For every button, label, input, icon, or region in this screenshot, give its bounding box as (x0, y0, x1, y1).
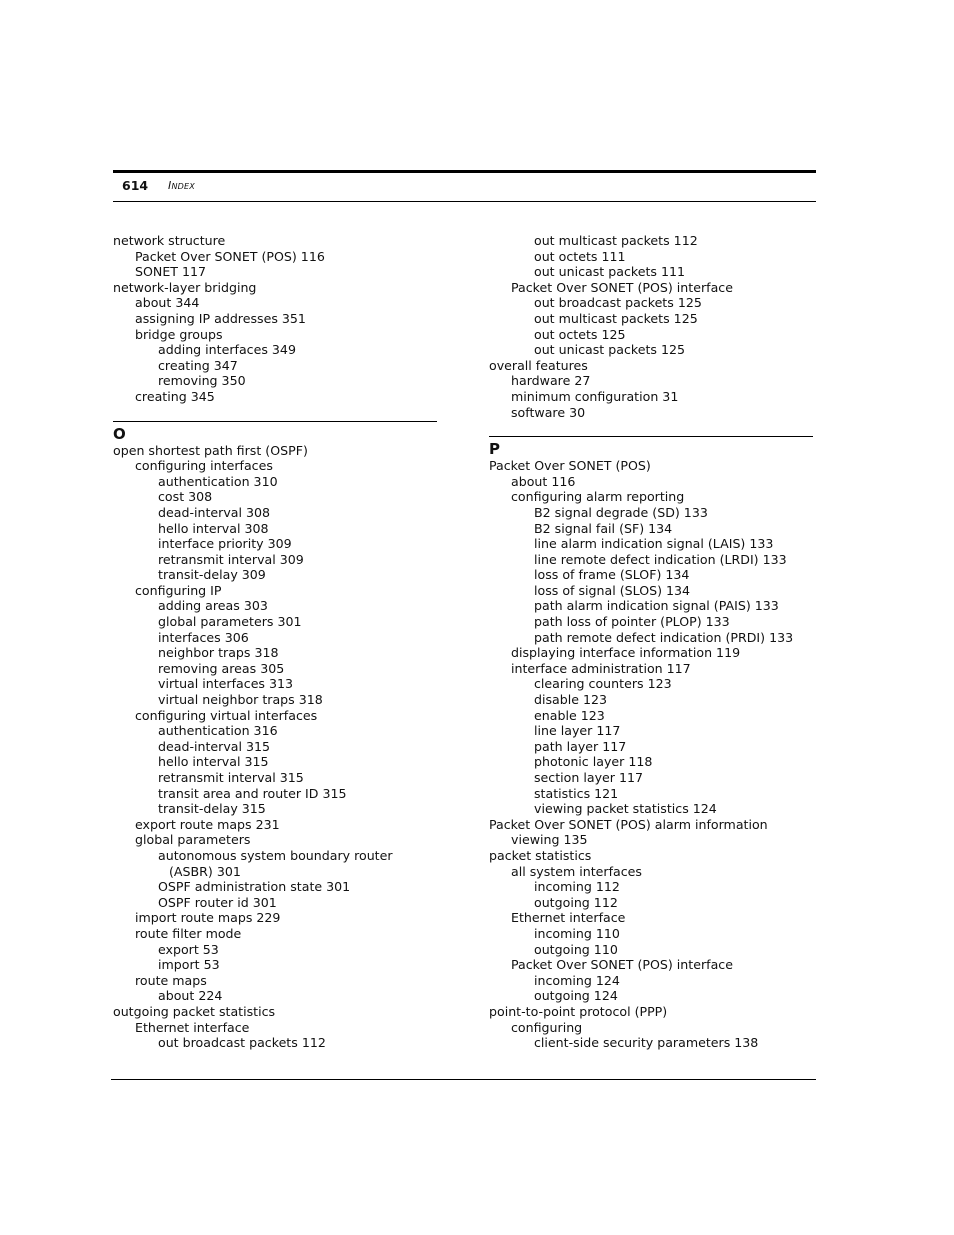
index-entry-level-2: adding areas 303 (158, 598, 268, 614)
index-column-left (113, 233, 443, 1051)
section-divider (489, 436, 813, 437)
index-entry-level-2: export 53 (158, 941, 219, 957)
index-entry-level-2: enable 123 (534, 707, 605, 723)
index-entry-level-1: creating 345 (135, 388, 215, 404)
index-entry-level-2: out octets 125 (534, 326, 626, 342)
index-entry-level-2: dead-interval 315 (158, 738, 271, 754)
index-entry-level-2: neighbor traps 318 (158, 645, 279, 661)
index-entry-level-2: creating 347 (158, 357, 238, 373)
section-divider (113, 421, 437, 422)
index-entry-level-2: section layer 117 (534, 770, 643, 785)
index-entry-level-2: transit-delay 309 (158, 567, 266, 583)
section-letter: O (113, 424, 126, 443)
index-entry-level-2: hello interval 308 (158, 520, 269, 536)
page-number: 614 (122, 178, 149, 193)
index-entry-level-0: network structure (113, 233, 226, 248)
index-entry-level-1: software 30 (511, 404, 586, 420)
index-entry-level-1: export route maps 231 (135, 816, 280, 832)
index-entry-level-1: SONET 117 (135, 264, 207, 280)
index-entry-level-1: route maps (135, 972, 207, 988)
index-column-right (489, 233, 819, 1051)
index-entry-level-2: out multicast packets 125 (534, 310, 698, 326)
index-entry-level-2: line alarm indication signal (LAIS) 133 (534, 536, 774, 552)
index-entry-level-2: outgoing 112 (534, 894, 618, 910)
index-entry-level-2: authentication 316 (158, 723, 278, 739)
index-entry-level-2: retransmit interval 309 (158, 551, 304, 567)
index-entry-level-2: incoming 124 (534, 972, 620, 988)
index-entry-level-2: B2 signal degrade (SD) 133 (534, 504, 708, 520)
index-entry-level-2: interface priority 309 (158, 536, 292, 552)
header-rule (113, 201, 816, 202)
index-entry-level-1: global parameters (135, 832, 251, 848)
index-entry-level-2: removing areas 305 (158, 660, 285, 676)
index-entry-level-1: Packet Over SONET (POS) interface (511, 279, 733, 295)
index-entry-level-1: all system interfaces (511, 863, 642, 879)
index-entry-level-2: transit-delay 315 (158, 801, 266, 817)
index-entry-level-2: authentication 310 (158, 473, 278, 489)
index-entry-level-0: packet statistics (489, 847, 592, 863)
index-entry-level-1: import route maps 229 (135, 910, 281, 926)
section-gap (113, 405, 443, 421)
index-entry-level-1: Packet Over SONET (POS) interface (511, 957, 733, 973)
index-entry-level-2: outgoing 110 (534, 941, 618, 957)
index-entry-level-2: incoming 110 (534, 925, 620, 941)
index-entry-level-1: assigning IP addresses 351 (135, 310, 306, 326)
index-entry-level-2: line layer 117 (534, 723, 621, 739)
index-entry-level-2: statistics 121 (534, 785, 619, 801)
index-entry-level-2: path layer 117 (534, 738, 627, 754)
index-entry-level-2: out broadcast packets 112 (158, 1035, 326, 1051)
index-entry-level-1: hardware 27 (511, 373, 591, 389)
index-entry-level-2: global parameters 301 (158, 614, 302, 630)
index-entry-level-1: configuring IP (135, 582, 222, 598)
index-entry-level-2: adding interfaces 349 (158, 342, 296, 358)
index-entry-level-1: interface administration 117 (511, 660, 691, 676)
index-entry-level-2: retransmit interval 315 (158, 770, 304, 785)
index-entry-level-2: path loss of pointer (PLOP) 133 (534, 614, 730, 630)
index-entry-level-2: cost 308 (158, 489, 213, 505)
index-entry-level-1: configuring interfaces (135, 458, 273, 474)
index-entry-level-0: Packet Over SONET (POS) (489, 458, 651, 474)
index-entry-level-1: configuring (511, 1019, 583, 1035)
index-entry-level-0: network-layer bridging (113, 279, 257, 295)
index-entry-level-2: autonomous system boundary router (158, 847, 393, 863)
index-entry-level-2: photonic layer 118 (534, 754, 653, 770)
index-entry-level-2: client-side security parameters 138 (534, 1035, 759, 1051)
index-entry-level-2: out unicast packets 111 (534, 264, 686, 280)
index-entry-level-0: point-to-point protocol (PPP) (489, 1003, 668, 1019)
index-entry-level-2: incoming 112 (534, 879, 620, 895)
index-entry-level-0: open shortest path first (OSPF) (113, 442, 308, 458)
index-entry-level-2: import 53 (158, 957, 220, 973)
index-entry-level-2: loss of signal (SLOS) 134 (534, 582, 691, 598)
index-entry-level-0: Packet Over SONET (POS) alarm information (489, 816, 768, 832)
index-entry-level-2: loss of frame (SLOF) 134 (534, 567, 690, 583)
index-entry-level-2: path alarm indication signal (PAIS) 133 (534, 598, 779, 614)
index-entry-level-1: viewing 135 (511, 832, 588, 848)
section-gap (489, 420, 819, 436)
index-entry-level-1: Packet Over SONET (POS) 116 (135, 248, 325, 264)
index-entry-level-2: B2 signal fail (SF) 134 (534, 520, 673, 536)
index-entry-level-2: dead-interval 308 (158, 504, 271, 520)
index-entry-level-2: OSPF administration state 301 (158, 879, 351, 895)
index-entry-level-2: virtual interfaces 313 (158, 676, 294, 692)
index-entry-level-2: hello interval 315 (158, 754, 269, 770)
index-entry-level-2: out multicast packets 112 (534, 233, 698, 248)
index-entry-level-2: out broadcast packets 125 (534, 295, 702, 311)
index-entry-level-2: virtual neighbor traps 318 (158, 692, 323, 708)
index-entry-level-1: Ethernet interface (135, 1019, 250, 1035)
index-entry-level-2: out unicast packets 125 (534, 342, 686, 358)
index-entry-level-1: route filter mode (135, 925, 242, 941)
index-entry-level-1: displaying interface information 119 (511, 645, 741, 661)
running-head: Index (168, 179, 195, 192)
index-entry-level-1: about 344 (135, 295, 200, 311)
index-entry-level-1: minimum configuration 31 (511, 388, 679, 404)
index-entry-level-1: bridge groups (135, 326, 223, 342)
index-entry-level-2: about 224 (158, 988, 223, 1004)
index-entry-level-0: outgoing packet statistics (113, 1003, 276, 1019)
index-entry-level-2: removing 350 (158, 373, 246, 389)
index-entry-level-0: overall features (489, 357, 588, 373)
index-entry-level-2: path remote defect indication (PRDI) 133 (534, 629, 794, 645)
index-entry-level-2: clearing counters 123 (534, 676, 672, 692)
index-entry-level-1: Ethernet interface (511, 910, 626, 926)
index-entry-level-2: disable 123 (534, 692, 608, 708)
index-entry-level-2: viewing packet statistics 124 (534, 801, 717, 817)
footer-rule (111, 1079, 816, 1080)
section-letter: P (489, 440, 500, 459)
index-entry-level-1: configuring alarm reporting (511, 489, 685, 505)
top-rule (113, 170, 816, 173)
index-entry-level-2: outgoing 124 (534, 988, 618, 1004)
index-entry-level-2: transit area and router ID 315 (158, 785, 347, 801)
index-entry-level-3: (ASBR) 301 (169, 863, 241, 879)
index-entry-level-2: OSPF router id 301 (158, 894, 277, 910)
index-entry-level-2: interfaces 306 (158, 629, 249, 645)
index-entry-level-2: line remote defect indication (LRDI) 133 (534, 551, 787, 567)
index-entry-level-2: out octets 111 (534, 248, 626, 264)
index-entry-level-1: about 116 (511, 473, 576, 489)
index-entry-level-1: configuring virtual interfaces (135, 707, 318, 723)
